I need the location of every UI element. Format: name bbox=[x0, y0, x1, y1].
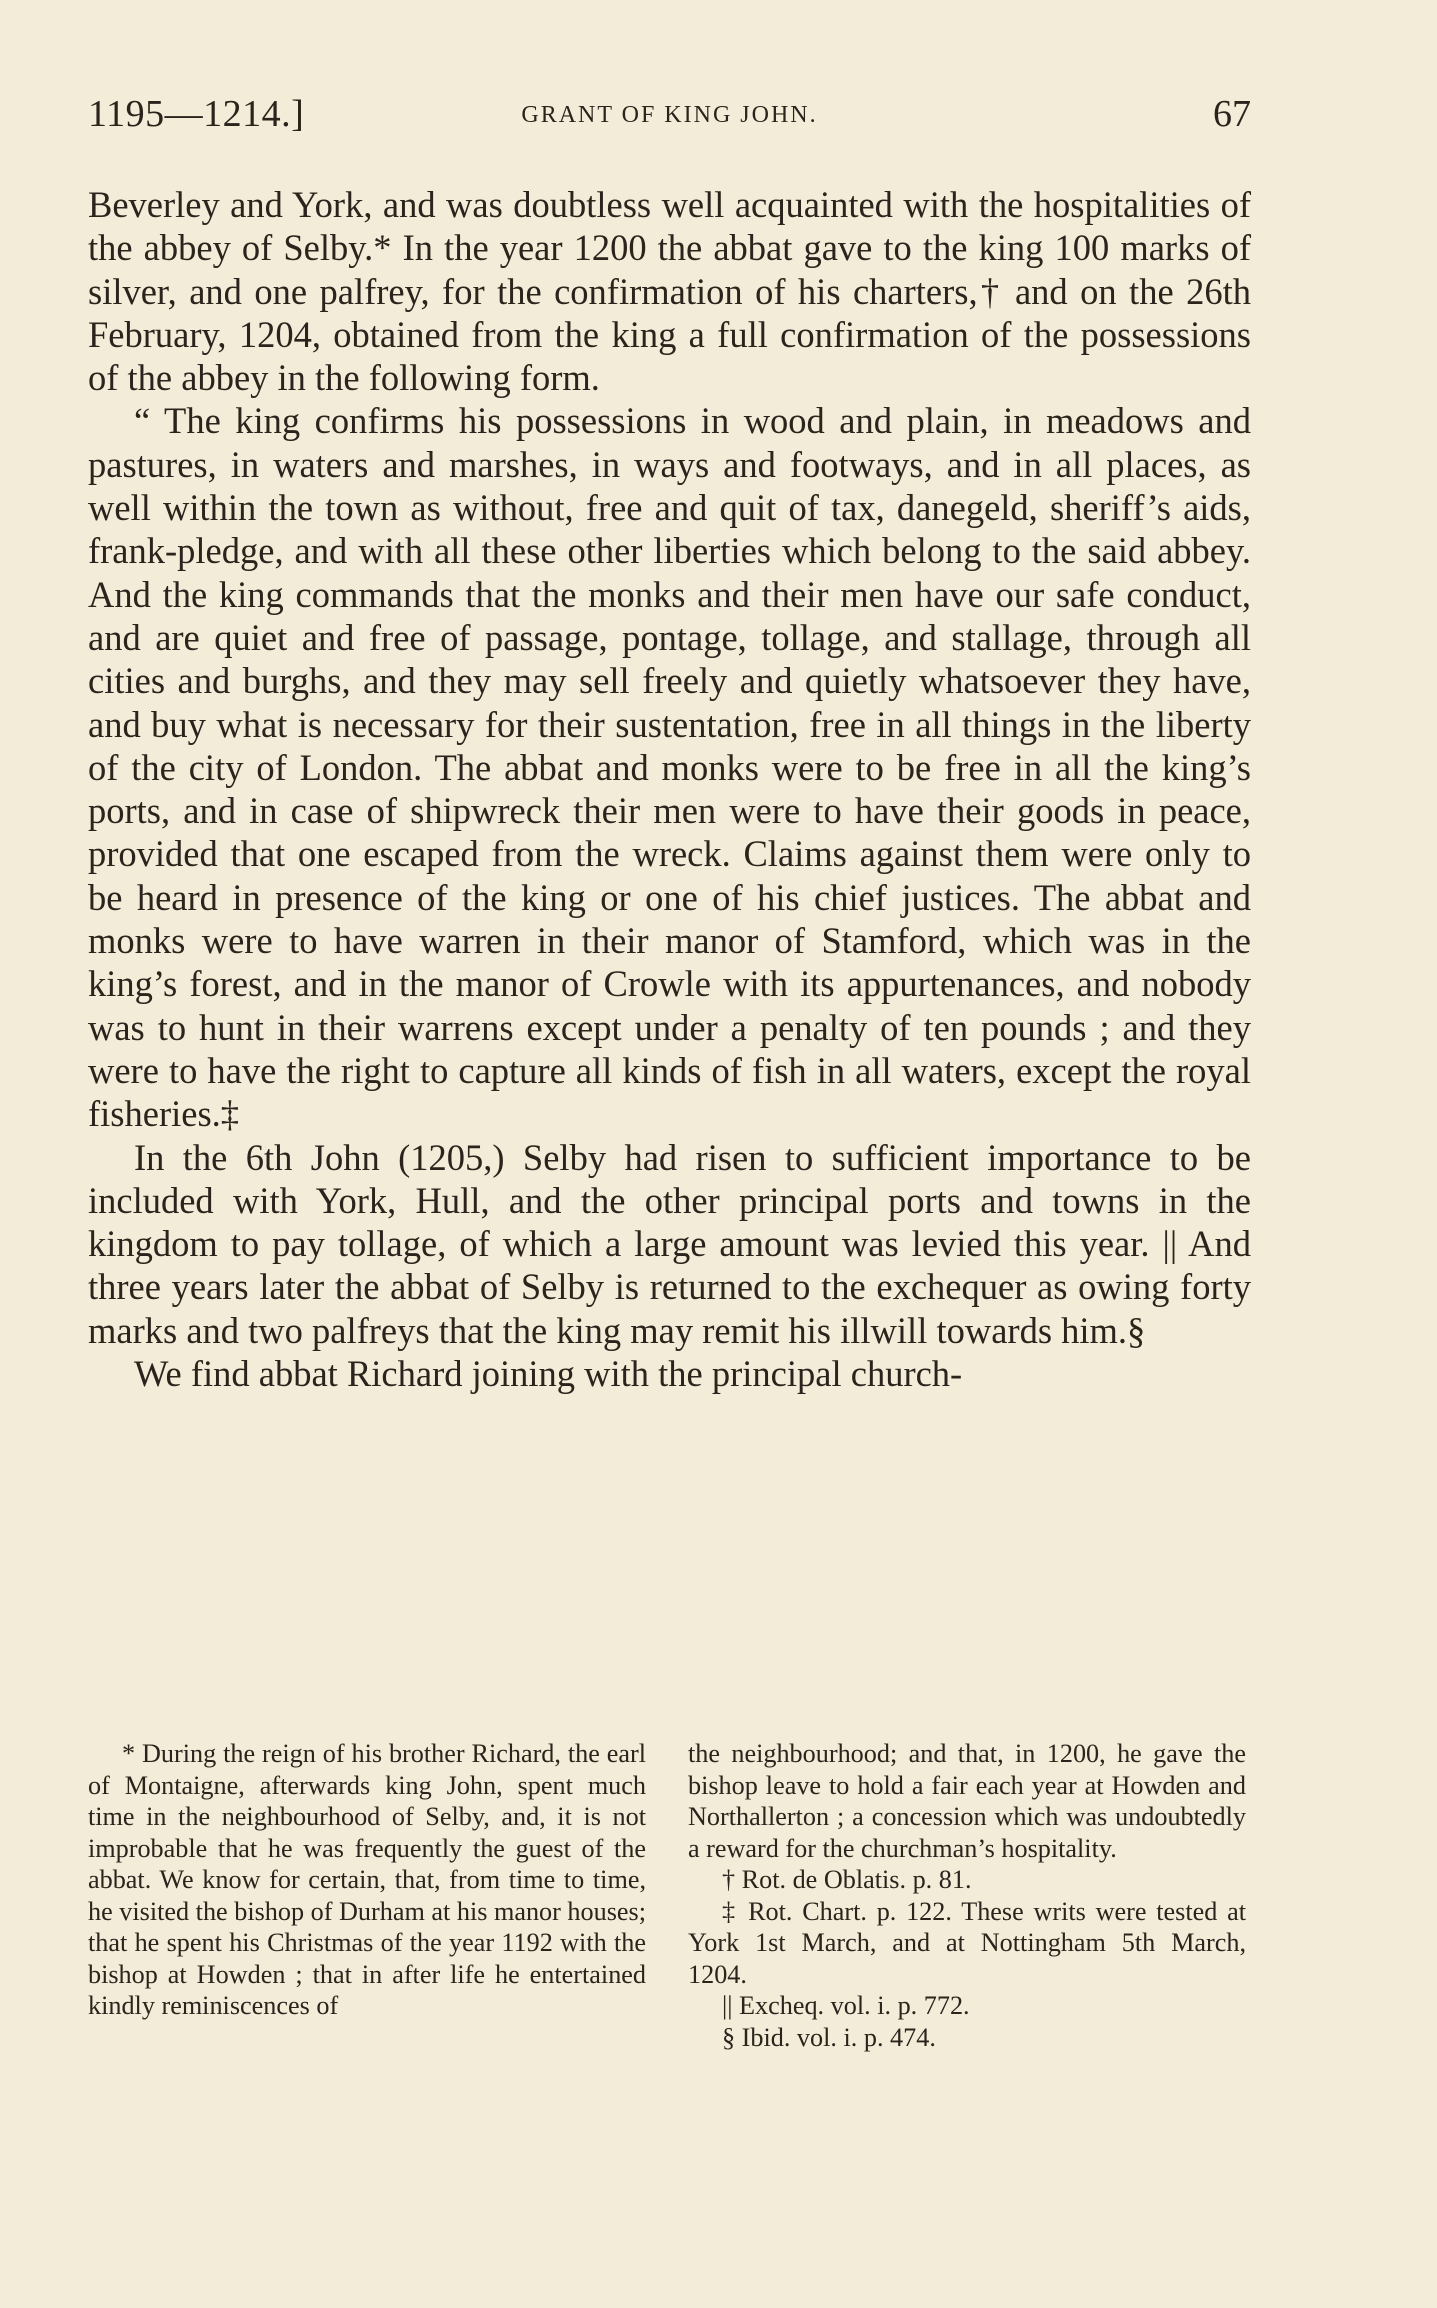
main-text bbox=[88, 183, 1251, 1395]
header-title: GRANT OF KING JOHN. bbox=[521, 102, 818, 128]
footnote-column-right bbox=[688, 1738, 1246, 2053]
footnote-parallel: || Excheq. vol. i. p. 772. bbox=[722, 1991, 970, 2020]
footnote-asterisk: * During the reign of his brother Richard, the earl of Montaigne, afterwards king John, spent much time in the neighbourhood of Selby, and, it is not improbable that he was frequently the guest of the abbat. We know for certain, that, from time to time, he visited the bishop of Durham at his manor houses; that he spent his Christmas of the year 1192 with the bishop at Howden ; that in after life he entertained kindly reminiscences of bbox=[88, 1739, 646, 2020]
page-number: 67 bbox=[1213, 93, 1251, 135]
footnote-dagger: † Rot. de Oblatis. p. 81. bbox=[722, 1865, 972, 1894]
footnote-section: § Ibid. vol. i. p. 474. bbox=[722, 2022, 936, 2052]
paragraph-2: “ The king confirms his possessions in wood and plain, in meadows and pastures, in waters and marshes, in ways and footways, and in all places, as well within the town as without, free and quit of tax, danegeld, sheriff’s aids, frank-pledge, and with all these other liberties which belong to the said abbey. And the king commands that the monks and their men have our safe conduct, and are quiet and free of passage, pontage, tollage, and stallage, through all cities and burghs, and they may sell freely and quietly whatsoever they have, and buy what is necessary for their sustentation, free in all things in the liberty of the city of London. The abbat and monks were to be free in all the king’s ports, and in case of shipwreck their men were to have their goods in peace, provided that one escaped from the wreck. Claims against them were only to be heard in presence of the king or one of his chief justices. The abbat and monks were to have warren in their manor of Stamford, which was in the king’s forest, and in the manor of Crowle with its appurtenances, and nobody was to hunt in their warrens except under a penalty of ten pounds ; and they were to have the right to capture all kinds of fish in all waters, except the royal fisheries.‡ bbox=[88, 400, 1251, 1135]
header-date-range: 1195—1214.] bbox=[88, 93, 305, 135]
paragraph-4: We find abbat Richard joining with the principal church- bbox=[134, 1353, 963, 1395]
running-header bbox=[88, 88, 1251, 148]
footnotes bbox=[88, 1738, 1251, 2158]
footnote-double-dagger: ‡ Rot. Chart. p. 122. These writs were tested at York 1st March, and at Nottingham 5th March, 1204. bbox=[688, 1896, 1246, 1989]
paragraph-3: In the 6th John (1205,) Selby had risen to sufficient importance to be included with York, Hull, and the other principal ports and towns in the kingdom to pay tollage, of which a large amount was levied this year. || And three years later the abbat of Selby is returned to the exchequer as owing forty marks and two palfreys that the king may remit his illwill towards him.§ bbox=[88, 1136, 1251, 1351]
paragraph-1: Beverley and York, and was doubtless well acquainted with the hospitalities of the abbey of Selby.* In the year 1200 the abbat gave to the king 100 marks of silver, and one palfrey, for the confirmation of his charters,† and on the 26th February, 1204, obtained from the king a full confirmation of the possessions of the abbey in the following form. bbox=[88, 184, 1251, 399]
footnote-column-left bbox=[88, 1738, 646, 2022]
footnote-asterisk-continued: the neighbourhood; and that, in 1200, he gave the bishop leave to hold a fair each year at Howden and Northallerton ; a concession which was undoubtedly a reward for the churchman’s hospitality. bbox=[688, 1739, 1246, 1863]
